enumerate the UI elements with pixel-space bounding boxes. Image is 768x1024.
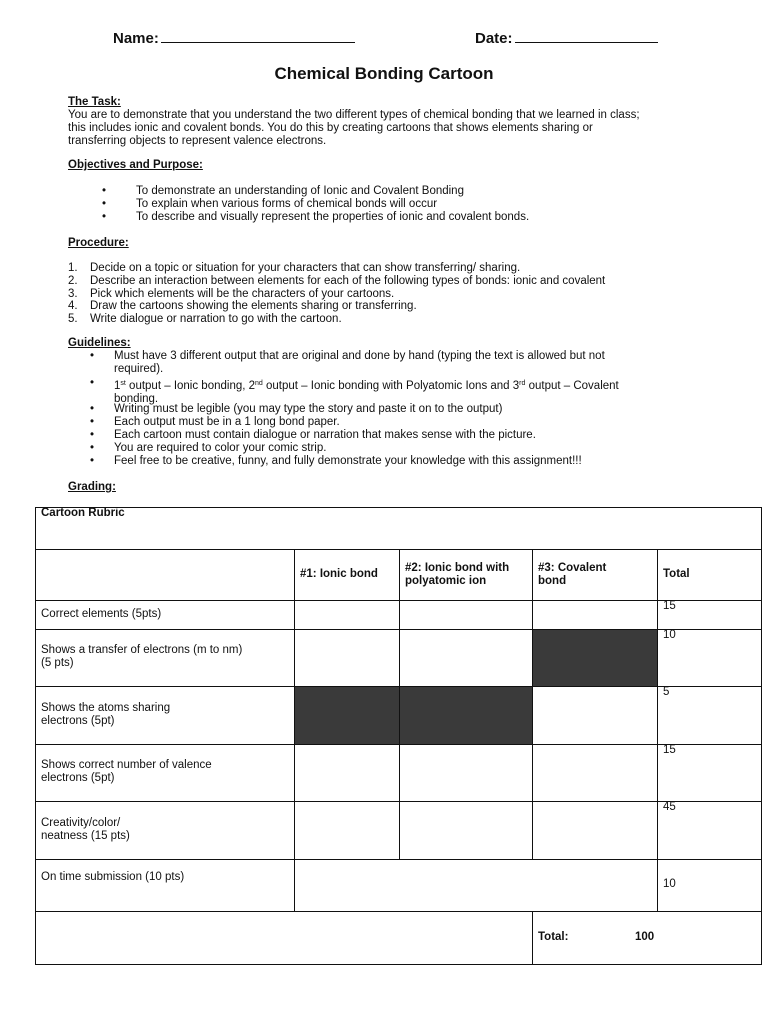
procedure-heading: Procedure: xyxy=(68,237,129,249)
guidelines-heading: Guidelines: xyxy=(68,337,131,349)
row-total: 5 xyxy=(663,686,670,698)
row-total: 45 xyxy=(663,801,676,813)
page-title: Chemical Bonding Cartoon xyxy=(274,64,494,83)
task-paragraph xyxy=(68,109,708,148)
task-line: transferring objects to represent valence electrons. xyxy=(68,135,327,147)
grand-total-label: Total: xyxy=(538,931,569,943)
task-heading: The Task: xyxy=(68,96,121,108)
task-line: this includes ionic and covalent bonds. You do this by creating cartoons that shows elements sharing or xyxy=(68,122,593,134)
row-total: 10 xyxy=(663,878,676,890)
bullet-icon: • xyxy=(90,455,95,467)
row-label: On time submission (10 pts) xyxy=(41,871,185,883)
bullet-icon: • xyxy=(90,429,95,441)
bullet-icon: • xyxy=(90,377,95,389)
objectives-heading: Objectives and Purpose: xyxy=(68,159,203,171)
bullet-icon: • xyxy=(102,211,107,223)
bullet-icon: • xyxy=(102,185,107,197)
row-total: 15 xyxy=(663,600,676,612)
date-blank-line xyxy=(515,28,658,43)
name-blank-line xyxy=(161,28,355,43)
bullet-icon: • xyxy=(90,403,95,415)
bullet-icon: • xyxy=(90,416,95,428)
rubric-table xyxy=(35,507,762,965)
name-field xyxy=(113,28,355,47)
column-header-polyatomic: #2: Ionic bond with polyatomic ion xyxy=(405,562,510,587)
shaded-cell xyxy=(294,686,532,744)
worksheet-page: Name: Date: Chemical Bonding Cartoon The Task: You are to demonstrate that you understand the two different types of chemical bonding that we learned in class; this includes ionic and covalent bonds. You do this by creating cartoons that shows elements sharing or transferring objects to represent valence electrons. Objectives and Purpose: • To demonstrate an understanding of Ionic and Covalent Bonding • To explain when various forms of chemical bonds will occur • To describe and visually represent the properties of ionic and covalent bonds. Procedure: 1. Decide on a topic or situation for your characters that can show transferring/ sharing. 2. Describe an interaction between elements for each of the following types of bonds: ionic and covalent 3. Pick which elements will be the characters of your cartoons. 4. Draw the cartoons showing the elements sharing or transferring. 5. Write dialogue or narration to go with the cartoon. Guidelines: • Must have 3 different output that are original and done by hand (typing the text is allowed but not required). • 1st output – Ionic bonding, 2nd output – Ionic bonding with Polyatomic Ions and 3rd output – Covalent bonding. • Writing must be legible (you may type the story and paste it on to the output) • Each output must be in a 1 long bond paper. • Each cartoon must contain dialogue or narration that makes sense with the picture. • You are required to color your comic strip. • Feel free to be creative, funny, and fully demonstrate your knowledge with this assignment!!! Grading: Cartoon Rubric #1: Ionic bond #2: Ionic bond with polyatomic ion #3: Covalent bond Total Correct elements (5pts) Shows a transfer of electrons (m to nm) (5 pts) Shows the atoms sharing electrons (5pt) Shows correct number of valence electrons (5pt) Creativity/color/ neatness (15 pts) On time submission (10 pts) 15 10 5 15 45 10 Total: 100 xyxy=(0,0,768,1024)
task-line: You are to demonstrate that you understand the two different types of chemical bonding that we learned in class; xyxy=(68,109,640,121)
date-label: Date: xyxy=(475,30,513,47)
column-header-covalent: #3: Covalent bond xyxy=(538,562,607,587)
rubric-title: Cartoon Rubric xyxy=(41,507,125,519)
row-label: Shows a transfer of electrons (m to nm) (5 pts) xyxy=(41,644,243,669)
name-label: Name: xyxy=(113,30,159,47)
bullet-icon: • xyxy=(90,442,95,454)
row-label: Shows the atoms sharing electrons (5pt) xyxy=(41,702,171,727)
column-header-ionic: #1: Ionic bond xyxy=(300,568,378,580)
row-label: Correct elements (5pts) xyxy=(41,608,162,620)
bullet-icon: • xyxy=(90,350,95,362)
shaded-cell xyxy=(532,629,657,686)
row-label: Creativity/color/ neatness (15 pts) xyxy=(41,817,130,842)
column-header-total: Total xyxy=(663,568,690,580)
bullet-icon: • xyxy=(102,198,107,210)
row-label: Shows correct number of valence electrons (5pt) xyxy=(41,759,212,784)
grading-heading: Grading: xyxy=(68,481,116,493)
date-field xyxy=(475,28,658,47)
row-total: 10 xyxy=(663,629,676,641)
row-total: 15 xyxy=(663,744,676,756)
grand-total-value: 100 xyxy=(635,931,655,943)
